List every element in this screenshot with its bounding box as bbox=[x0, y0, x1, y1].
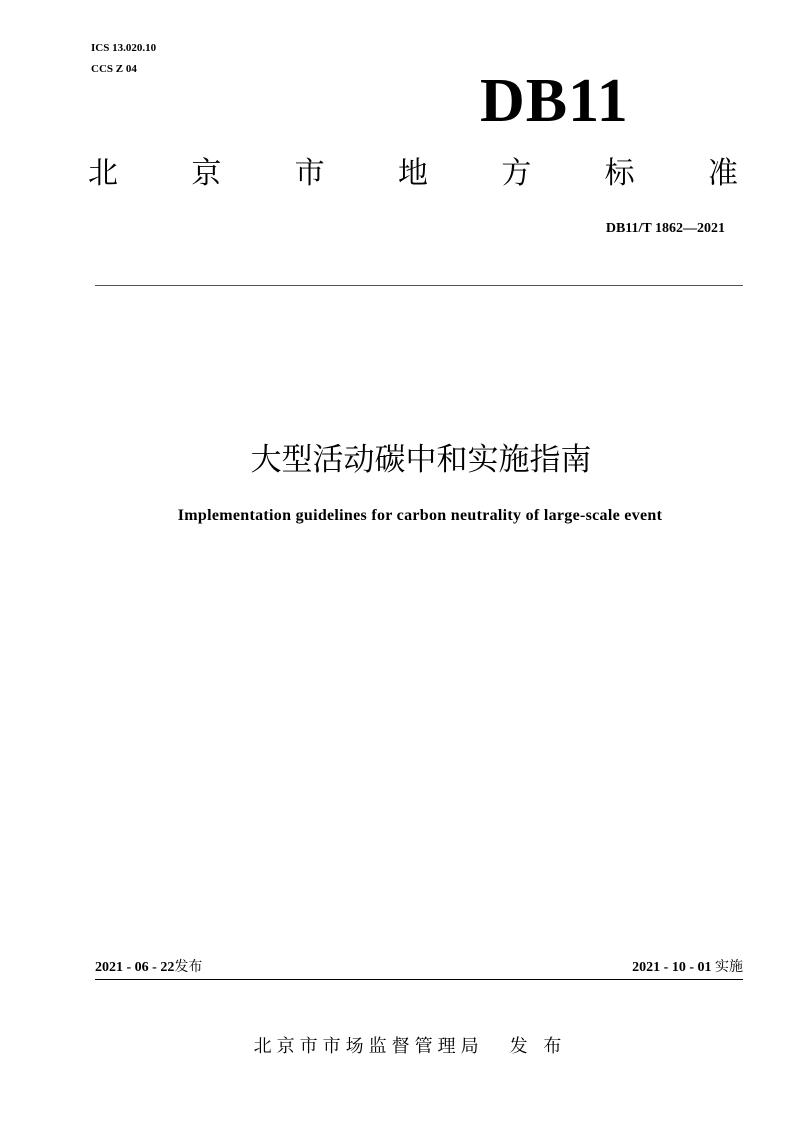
standard-type-char: 准 bbox=[707, 156, 738, 191]
standard-type-char: 标 bbox=[604, 156, 635, 191]
standard-number: DB11/T 1862—2021 bbox=[605, 221, 725, 236]
publish-date bbox=[95, 957, 202, 978]
issuer-name: 北京市市场监督管理局 bbox=[253, 1036, 484, 1057]
header-divider bbox=[95, 285, 743, 286]
standard-type-heading bbox=[88, 154, 738, 194]
document-title-english: Implementation guidelines for carbon neutrality of large-scale event bbox=[177, 507, 663, 524]
standard-type-char: 地 bbox=[397, 156, 428, 191]
implement-date bbox=[632, 957, 743, 978]
ccs-code: CCS Z 04 bbox=[91, 63, 137, 75]
standard-type-char: 方 bbox=[501, 156, 532, 191]
issuer-action: 发 布 bbox=[509, 1036, 567, 1057]
implement-date-value: 2021 - 10 - 01 bbox=[632, 960, 712, 975]
standard-type-char: 京 bbox=[191, 156, 222, 191]
db-standard-mark: DB11 bbox=[480, 67, 629, 135]
publish-label: 发布 bbox=[174, 959, 203, 975]
standard-type-char: 市 bbox=[294, 156, 325, 191]
publish-date-value: 2021 - 06 - 22 bbox=[95, 960, 175, 975]
issuer-line bbox=[0, 1035, 800, 1059]
standard-type-char: 北 bbox=[88, 156, 118, 191]
implement-label: 实施 bbox=[715, 959, 743, 975]
ics-code: ICS 13.020.10 bbox=[91, 42, 157, 54]
date-row bbox=[95, 957, 743, 980]
document-title-chinese: 大型活动碳中和实施指南 bbox=[250, 442, 592, 478]
